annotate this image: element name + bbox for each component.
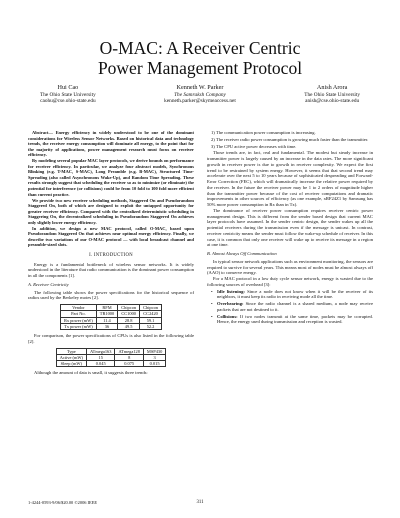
- table-cell: Tx power (mW): [61, 323, 97, 329]
- table-cell: CC1000: [118, 311, 140, 317]
- left-column: [28, 130, 194, 376]
- abstract-paragraph: By modeling several popular MAC layer protocols, we derive bounds on performance for receiver efficiency. In particular, we analyze four abstract models, Synchronous Blinking (e.g. T-MAC, S-MAC), Long Preamble (e.g. B-MAC), Structured Time-Spreading (also called Asynchronous Wake-Up), and Random Time Spreading. These results strongly suggest that scheduling the receiver so as to minimize (or eliminate) the potential for interference (or collisions) could be from 10 fold to 100 fold more efficient than current practice.: [28, 158, 194, 197]
- subsection-heading: A. Receiver Centricity: [28, 281, 69, 287]
- table-header-cell: Chipcon: [140, 305, 162, 311]
- body-paragraph: For comparison, the power specifications of CPUs is also listed in the following table [2].: [28, 333, 194, 344]
- list-item: 2) The receiver radio power consumption is growing much faster than the transmitter.: [211, 136, 369, 142]
- right-column: [207, 130, 373, 326]
- table-cell: 49.5: [118, 323, 140, 329]
- table-cell: 52.2: [140, 323, 162, 329]
- table-cell: 0.015: [143, 360, 165, 366]
- page-number: 311: [196, 500, 204, 505]
- author-2: [164, 84, 236, 104]
- table-cell: Active (mW): [56, 354, 86, 360]
- table-header-cell: Type: [56, 348, 86, 354]
- table-row: [61, 311, 162, 317]
- paper-title: [0, 38, 400, 78]
- table-cell: 0.075: [115, 360, 143, 366]
- table-header-cell: ATmega163: [86, 348, 114, 354]
- title-line-2: Power Management Protocol: [97, 58, 303, 78]
- body-paragraph: The following table shows the power specifications for the historical sequence of radios used by the Berkeley motes [2].: [28, 289, 194, 301]
- table-row: [61, 323, 162, 329]
- table-cell: 36: [96, 323, 117, 329]
- table-cell: CC2420: [140, 311, 162, 317]
- section-heading-introduction: I. INTRODUCTION: [89, 252, 133, 258]
- author-email: anish@cse.ohio-state.edu: [305, 98, 360, 104]
- list-item: 3) The CPU active power decreases with time.: [211, 143, 297, 149]
- table-cell: Sleep (mW): [56, 360, 86, 366]
- table-row: [56, 360, 166, 366]
- list-item: [217, 289, 373, 301]
- author-affiliation: The Samraksh Company: [174, 91, 226, 98]
- body-paragraph: Those trends are, in fact, real and fundamental. The modest but steady increase in transmitter power is largely caused by an increase in the data rates. The more significant growth in receiver power is due to growth in receiver complexity. We expect the first trend to be restrained by system energy. However, it seems that that second trend may accelerate over the next 5 to 10 years because of sophisticated despreading and Forward-Error Correction (FEC), which will dramatically increase the relative power required by the receiver. In the future the receiver power may be 1 to 2 orders of magnitude higher than the transmitter power because of the cost of receiver computations and dramatic improvements in other sources of efficiency (as one example, xRF24Z1 by Samsung has 50% more power consumption in Rx than in Tx).: [207, 150, 373, 207]
- author-name: Hui Cao: [57, 84, 79, 91]
- table-cell: 8: [115, 354, 143, 360]
- body-paragraph: In typical sensor network applications such as environment monitoring, the sensors are required to survive for several years. This means most of nodes must be almost always off (AAO) to conserve energy.: [207, 258, 373, 276]
- cpu-power-table: [56, 348, 167, 368]
- title-line-1: O-MAC: A Receiver Centric: [99, 38, 301, 58]
- list-item-text: Since the radio channel is a shared medium, a node may receive packets that are not destined to it.: [217, 301, 373, 312]
- body-paragraph: Energy is a fundamental bottleneck of wireless sensor networks. It is widely understood in the literature that radio communication is the dominant power consumption in all the components [1].: [28, 261, 194, 279]
- list-item-text: Since a node does not know when it will be the receiver of its neighbors, it must keep its radio in receiving mode all the time.: [217, 288, 374, 300]
- table-header-cell: Chipcon: [118, 305, 140, 311]
- table-cell: Rx power (mW): [61, 317, 97, 323]
- radio-power-table: [60, 304, 162, 330]
- abstract-paragraph: We provide two new receiver scheduling methods, Staggered On and Pseudorandom Staggered On, both of which are designed to exploit the untapped opportunity for greater receiver efficiency. Compared with the centralized deterministic scheduling in Staggering On, the decentralized scheduling in Pseudorandom Staggered On achieves only slightly lower energy efficiency.: [28, 197, 194, 225]
- body-paragraph: The dominance of receiver power consumption requires receiver centric power management design. This is different from the sender based design that current MAC layer protocols have assumed. In the sender centric design, the sender wakes up all the potential receivers during the transmission even if the message is unicast. In contrast, receiver centricity means the sender must follow the wake-up schedule of receiver. In this case, it is common that only one receiver will wake up to receive its message in a region at one time.: [207, 207, 373, 248]
- copyright-footer: 1-4244-0593-9/06/$20.00 ©2006 IEEE: [28, 500, 98, 505]
- author-3: [304, 84, 360, 104]
- table-cell: 3: [143, 354, 165, 360]
- list-item-text: If two nodes transmit at the same time, packets may be corrupted. Hence, the energy used during transmission and reception is wasted.: [217, 313, 373, 325]
- subsection-heading: B. Almost Always Off Communication: [207, 251, 277, 256]
- table-header-cell: ATmega128: [115, 348, 143, 354]
- table-cell: 59.1: [140, 317, 162, 323]
- author-email: caohu@cse.ohio-state.edu: [40, 98, 96, 104]
- list-item: [217, 314, 373, 326]
- table-header-row: [56, 348, 166, 354]
- table-cell: TR1000: [96, 311, 117, 317]
- list-item: [217, 301, 373, 313]
- table-cell: 28.8: [118, 317, 140, 323]
- author-1: [40, 84, 96, 104]
- table-header-cell: MSP430: [143, 348, 165, 354]
- table-cell: 11.4: [96, 317, 117, 323]
- trend-list: [207, 130, 373, 149]
- list-item-label: Overhearing:: [217, 301, 244, 306]
- abstract-paragraph: Abstract— Energy efficiency in widely understood to be one of the dominant considerations for Wireless Sensor Networks. Based on historical data and technology trends, the receiver energy consumption will dominate all energy, to the point that for the majority of applications, power management research must focus on receiver efficiency.: [28, 130, 194, 158]
- list-item-label: Collisions:: [217, 313, 238, 319]
- table-header-cell: RFM: [96, 305, 117, 311]
- overhead-list: [207, 289, 373, 326]
- table-cell: Part No.: [61, 311, 97, 317]
- author-block: [40, 84, 360, 104]
- body-paragraph: For a MAC protocol in a low duty cycle sensor network, energy is wasted due to the following sources of overhead [3]:: [207, 276, 373, 287]
- author-affiliation: The Ohio State University: [40, 91, 96, 98]
- author-name: Anish Arora: [316, 84, 348, 91]
- table-header-row: [61, 305, 162, 311]
- author-email: kenneth.parker@skymeaccess.net: [164, 98, 236, 104]
- body-paragraph: Although the amount of data is small, it suggests three trends:: [34, 370, 148, 376]
- table-cell: 15: [86, 354, 114, 360]
- abstract-paragraph: In addition, we design a new MAC protocol, called O-MAC, based upon Pseudorandom Staggered On that achieves near optimal energy efficiency. Finally, we describe two variations of our O-MAC protocol — with local broadcast channel and preamble-sized slots.: [28, 225, 194, 248]
- table-cell: 0.045: [86, 360, 114, 366]
- author-affiliation: The Ohio State University: [304, 91, 360, 98]
- list-item: 1) The communication power consumption is increasing.: [211, 130, 316, 135]
- list-item-label: Idle listening:: [217, 288, 245, 294]
- table-header-cell: Vendor: [61, 305, 97, 311]
- author-name: Kenneth W. Parker: [176, 84, 224, 91]
